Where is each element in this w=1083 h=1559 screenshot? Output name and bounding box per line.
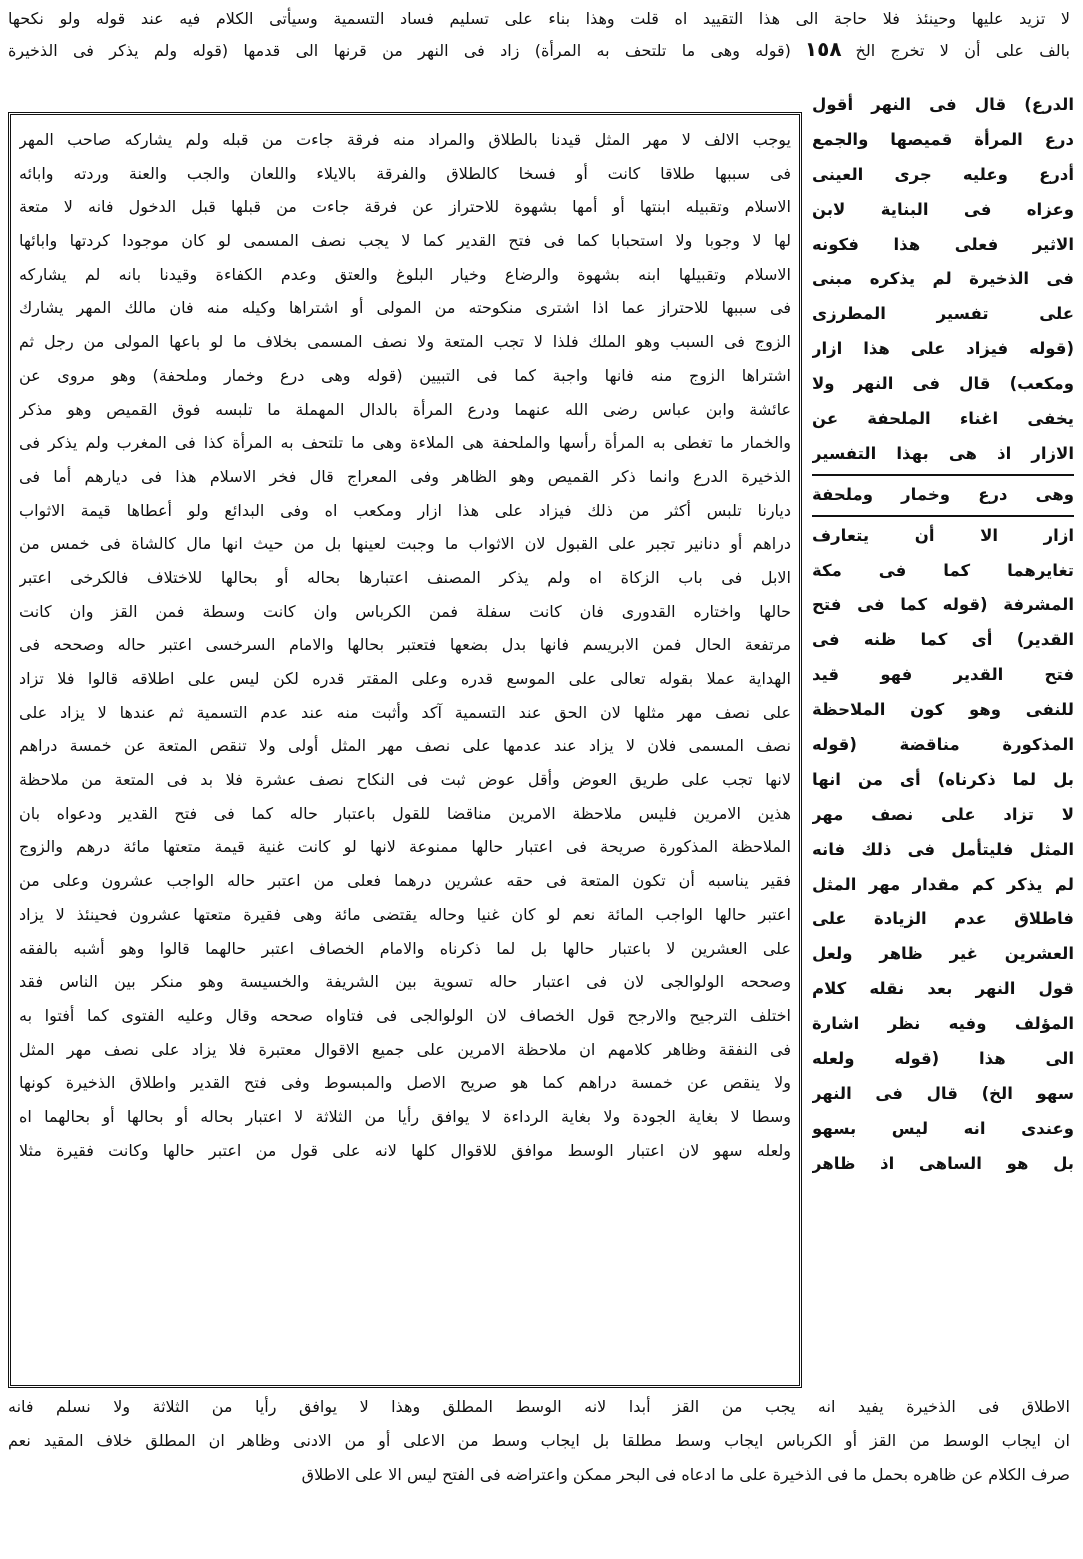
main-text-line: الذخيرة الدرع وانما ذكر القميص وهو الظاهر وفى المعراج قال فخر الاسلام هذا فى ديارهم أما فى	[19, 466, 791, 486]
page-number: ١٥٨	[804, 37, 842, 61]
main-text-line: على نصف مهر مثلها لان الحق عند التسمية آكد وأثبت منه عند عدم التسمية ثم عندها لا يزاد على	[19, 702, 791, 722]
side-note-line: تغايرهما كما فى مكة	[812, 560, 1074, 580]
main-text-line: لانها تجب على طريق العوض وأقل عوض ثبت فى النكاح نصف عشرة فلا بد فى المتعة من ملاحظة	[19, 770, 791, 790]
main-text-line: ولعله سهو لان اعتبار الوسط موافق للاقوال كلها لانه على قول من اعتبر حالها وكانت فقيرة مثلا	[19, 1140, 791, 1160]
side-heading: وهى درع وخمار وملحفة	[812, 484, 1074, 504]
side-note-line: القدير) أى كما ظنه فى	[812, 630, 1074, 650]
side-note-line: يخفى اغناء الملحفة عن	[812, 409, 1074, 429]
side-divider	[812, 474, 1074, 476]
main-text-line: فى سببها للاحتراز عما اذا اشترى منكوحته من المولى أو اشتراها وكيله منه فان مالك المهر يشارك	[19, 298, 791, 318]
main-text-line: الابل فى باب الزكاة اه ولم يذكر المصنف اعتبارها بحاله أو بحالها للاختلاف فالكرخى اعتبر	[19, 567, 791, 587]
side-note-line: الاثير فعلى هذا فكونه	[812, 234, 1074, 254]
side-note-line: لم يذكر كم مقدار مهر المثل	[812, 874, 1074, 894]
main-text-line: وسطا لا بغاية الجودة ولا بغاية الرداءة لا يوافق رأيا من الثلاثة لا اعتبار بحاله أو بحالها أو بحالهما اه	[19, 1106, 791, 1126]
side-note-line: درع المرأة قميصها والجمع	[812, 129, 1074, 149]
side-note-line: سهو الخ) قال فى النهر	[812, 1083, 1074, 1103]
side-note-line: بل لما ذكرناه) أى من انها	[812, 769, 1074, 789]
main-text-line: الملاحظة المذكورة صريحة فى اعتبار حالها ممنوعة لانها لو كانت غنية قيمة متعتها مائة درهم والزوج	[19, 837, 791, 857]
side-note-line: العشرين غير ظاهر ولعل	[812, 944, 1074, 964]
side-note-line: ازار الا أن يتعارف	[812, 525, 1074, 545]
top-note-line: بالف على أن لا تخرج الخ١٥٨(قوله وهى ما تلتحف به المرأة) زاد فى النهر من قرنها الى قدمها (قوله ولم يذكر فى الذخيرة	[8, 34, 1070, 64]
side-note-line: المثل فليتأمل فى ذلك فانه	[812, 839, 1074, 859]
side-note-line: للنفى وهو كون الملاحظة	[812, 700, 1074, 720]
main-text-line: اختلف الترجيح والارجح قول الخصاف لان الولوالجى فى فتاواه صححه وقال وعليه الفتوى كما أفتوا به	[19, 1005, 791, 1025]
main-text-line: وصححه الولوالجى لان فى اعتبار حاله تسوية بين الشريفة والخسيسة وهو منكر بين الناس فقد	[19, 972, 791, 992]
main-text-line: نصف المسمى فلان لا يزاد عند عدمها على نصف مهر المثل أولى ولا تنقص المتعة عن خمسة دراهم	[19, 736, 791, 756]
side-note-line: الى هذا (قوله ولعله	[812, 1049, 1074, 1069]
main-text-frame	[8, 112, 802, 1388]
top-note-line: لا تزيد عليها وحينئذ فلا حاجة الى هذا التقييد اه قلت وهذا بناء على تسليم فساد التسمية وسيأتى الكلام فيه عند قوله ولو نكحها	[8, 9, 1070, 28]
main-text-line: الاسلام وتقبيله ابنتها أو أمها بشهوة للاحتراز عن فرقة جاءت من قبلها قبل الدخول فانه لا متعة	[19, 197, 791, 217]
main-text-line: عائشة وابن عباس رضى الله عنهما ودرع المرأة بالدال المهملة ما تلبسه فوق القميص وهو مذكر	[19, 399, 791, 419]
main-text-line: يوجب الالف لا مهر المثل قيدنا بالطلاق والمراد منه فرقة جاءت من قبله ولم يشاركه صاحب المهر	[19, 130, 791, 149]
top-margin-notes	[8, 4, 1070, 64]
main-text-line: الاسلام وتقبيلها ابنه بشهوة والرضاع وخيار البلوغ والعتق وعدم الكفاءة وقيدنا بانه لم يشاركه	[19, 264, 791, 284]
main-text-line: ولا ينقص عن خمسة دراهم كما هو صريح الاصل والمبسوط وفى فتح القدير واطلاق الذخيرة كونها	[19, 1073, 791, 1093]
side-note-line: الازار اذ هى بهذا التفسير	[812, 443, 1074, 463]
main-text-line: والخمار ما تغطى به المرأة رأسها والملحفة هى الملاءة وهى ما تلتحف به المرأة كذا فى المغرب ولم يذكر فى	[19, 433, 791, 453]
side-note-line: فاطلاق عدم الزيادة على	[812, 909, 1074, 929]
main-text-line: هذين الامرين فليس ملاحظة الامرين مناقضا للقول باعتبار حاله كما فى فتح القدير ودعواه بان	[19, 803, 791, 823]
bottom-note-line: ان ايجاب الوسط من القز أو الكرباس ايجاب وسط مطلقا بل ايجاب وسط من الاعلى أو من الادنى وظاهر ان المطلق خلاف المقيد نعم	[8, 1431, 1070, 1450]
bottom-note-line: صرف الكلام عن ظاهره بحمل ما فى الذخيرة على ما ادعاه فى البحر ممكن واعتراضه فى الفتح ليس الا على الاطلاق	[301, 1465, 1070, 1484]
side-note-line: بل هو الساهى اذ ظاهر	[812, 1153, 1074, 1173]
side-commentary	[812, 88, 1074, 1182]
main-text-line: حالها واختاره القدورى فان كانت سفلة فمن الكرباس وان كانت وسطة فمن القز وان كانت	[19, 601, 791, 621]
side-note-line: ومكعب) قال فى النهر ولا	[812, 374, 1074, 394]
side-commentary-top	[812, 88, 1074, 472]
bottom-note-line: الاطلاق فى الذخيرة يفيد انه يجب من القز أبدا لانه الوسط المطلق وهذا لا يوافق رأيا من الثلاثة ولا نسلم فانه	[8, 1397, 1070, 1416]
bottom-margin-notes	[8, 1390, 1070, 1492]
side-note-line: المذكورة مناقضة (قوله	[812, 735, 1074, 755]
side-note-line: الدرع) قال فى النهر أقول	[812, 95, 1074, 114]
main-text	[19, 123, 791, 1377]
side-note-line: وعزاه فى البناية لابن	[812, 199, 1074, 219]
side-note-line: المؤلف وفيه نظر اشارة	[812, 1014, 1074, 1034]
side-divider	[812, 515, 1074, 517]
main-text-line: فقير يناسبه أن تكون المتعة فى حقه عشرين درهما فعلى من اعتبر حاله الواجب عشرون وعلى من	[19, 871, 791, 891]
side-note-line: فى الذخيرة لم يذكره مبنى	[812, 269, 1074, 289]
main-text-line: فى سببها طلاقا كانت أو فسخا كالطلاق والفرقة بالايلاء واللعان والجب والعنة وردته وابائه	[19, 163, 791, 183]
side-note-line: أدرع وعليه جرى العينى	[812, 164, 1074, 184]
side-commentary-bottom	[812, 519, 1074, 1182]
main-text-line: اشتراها الزوج منه فانها واجبة كما فى التبيين (قوله وهى درع وخمار وملحفة) وهو مروى عن	[19, 365, 791, 385]
main-text-line: على العشرين لا باعتبار حالها بل لما ذكرناه والامام الخصاف اعتبر حالهما قالوا وهو أشبه بالفقه	[19, 938, 791, 958]
main-text-line: الزوج فى السبب وهو الملك فلذا لا تجب المتعة ولا نصف المسمى بخلاف ما لو باعها المولى من رجل ثم	[19, 332, 791, 352]
side-note-line: المشرفة (قوله كما فى فتح	[812, 595, 1074, 615]
side-note-line: وعندى انه ليس بسهو	[812, 1118, 1074, 1138]
side-note-line: قول النهر بعد نقله كلام	[812, 979, 1074, 999]
main-text-line: مرتفعة الحال فمن الابريسم فانها بدل بضعها فتعتبر بحالها والامام السرخسى اعتبر حاله وصححه فى	[19, 635, 791, 655]
side-note-line: لا تزاد على نصف مهر	[812, 804, 1074, 824]
main-text-line: فى النفقة وظاهر كلامهم ان ملاحظة الامرين على جميع الاقوال معتبرة فلا يزاد على نصف مهر المثل	[19, 1039, 791, 1059]
main-text-line: الهداية عملا بقوله تعالى على الموسع قدره وعلى المقتر قدره لكن ليس على اطلاقه قالوا فلا تزاد	[19, 669, 791, 688]
side-note-line: فتح القدير فهو قيد	[812, 665, 1074, 685]
main-text-line: دراهم أو دنانير تجبر على القبول لان الاثواب ما وجبت لعينها بل من حيث انها مال كالشاة فى خمس من	[19, 534, 791, 554]
main-text-line: ديارنا تلبس أكثر من ذلك فيزاد على هذا ازار ومكعب اه وفى البدائع ولو أعطاها قيمة الاثواب	[19, 500, 791, 520]
main-text-line: اعتبر حالها الواجب المائة نعم لو كان غنيا وحاله يقتضى مائة وهى فقيرة متعتها عشرون فحينئذ لا يزاد	[19, 904, 791, 924]
side-note-line: على تفسير المطرزى	[812, 304, 1074, 324]
main-text-line: لها لا وجوبا ولا استحبابا كما فى فتح القدير كما لا يجب نصف المسمى لو كان موجودا كردتها وابائها	[19, 231, 791, 251]
side-note-line: (قوله فيزاد على هذا ازار	[812, 339, 1074, 359]
